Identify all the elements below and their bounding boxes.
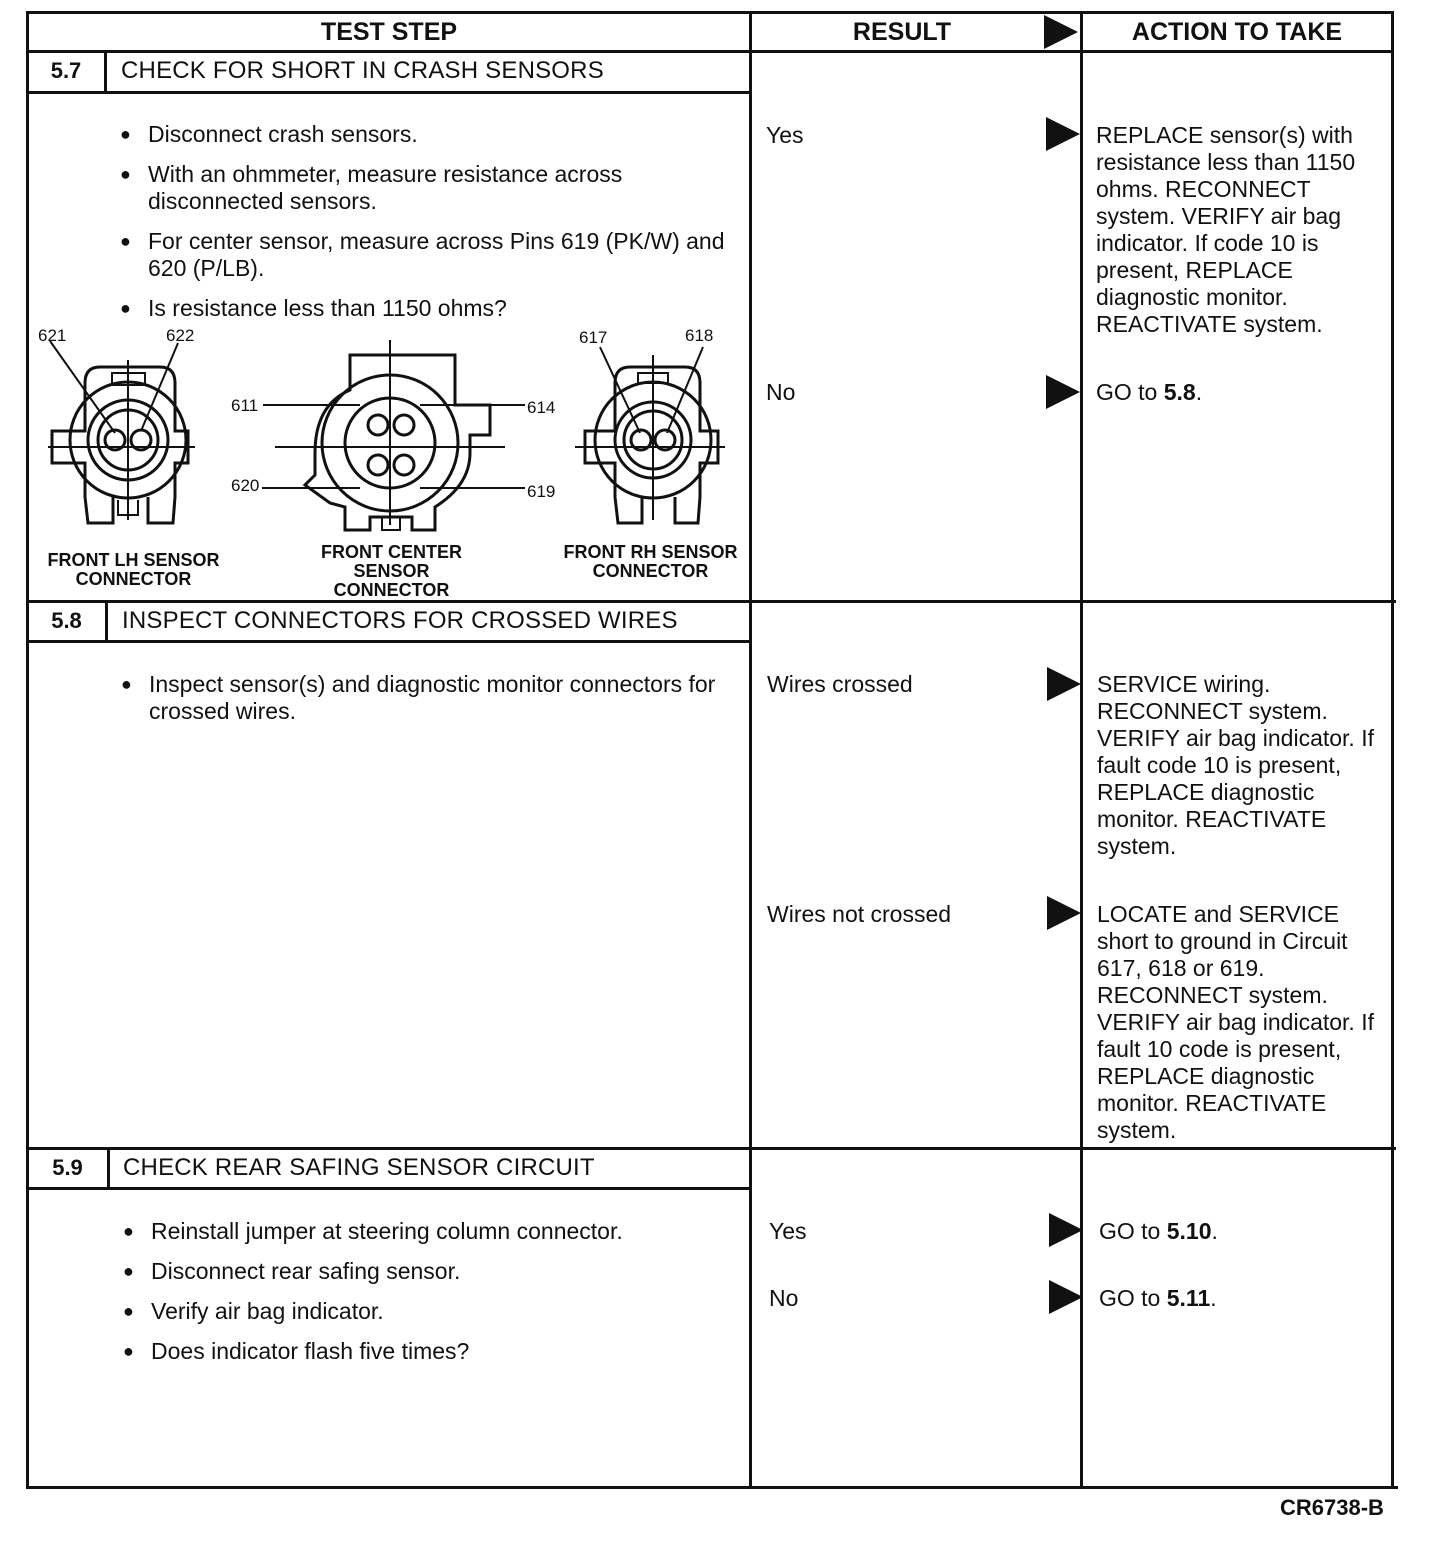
action-text: LOCATE and SERVICE short to ground in Circuit 617, 618 or 619. RECONNECT system. VERIFY air bag indicator. If fault 10 code is present, REPLACE diagnostic monitor. REACTIVATE system. [1097,901,1374,1143]
action-goto-suffix: . [1195,379,1203,405]
bullet-item: ● Reinstall jumper at steering column connector. [123,1218,743,1245]
action-goto-step: 5.8 [1163,379,1196,405]
step-5-9-bullets [123,1218,743,1378]
pin-label: 620 [231,476,260,495]
pin-label: 622 [166,326,195,345]
result-arrow-icon [1047,667,1081,701]
step-5-9-title-underline [26,1187,752,1190]
row-divider-5-8 [26,600,1396,603]
column-divider-action [1080,11,1083,1489]
pin-label: 619 [527,482,556,501]
header-test-step: TEST STEP [320,18,458,46]
pin-label: 621 [38,326,67,345]
step-number: 5.9 [52,1155,83,1180]
result-label: Yes [769,1218,807,1244]
step-5-9-number-divider [107,1149,110,1189]
front-lh-connector-drawing [52,367,188,523]
action-goto-step: 5.10 [1166,1218,1212,1244]
action-goto-suffix: . [1210,1285,1217,1311]
result-arrow-icon [1049,1213,1083,1247]
action-text: SERVICE wiring. RECONNECT system. VERIFY air bag indicator. If fault code 10 is present, REPLACE diagnostic monitor. REACTIVATE system. [1097,671,1374,859]
table-right-border [1391,11,1394,1489]
action-goto-prefix: GO to [1099,1285,1167,1311]
header-result: RESULT [852,18,952,46]
front-center-connector-drawing [305,355,490,530]
result-arrow-icon [1046,117,1080,151]
action-goto [1096,379,1386,406]
step-5-7-number-divider [104,52,107,92]
bullet-item: ● Disconnect rear safing sensor. [123,1258,743,1285]
result-label: No [766,379,796,405]
result-label: Yes [766,122,804,148]
action-goto [1099,1218,1389,1245]
bullet-item: ● Verify air bag indicator. [123,1298,743,1325]
result-arrow-icon [1046,375,1080,409]
bullet-item: ● Disconnect crash sensors. [120,121,740,148]
step-5-7-bullets [120,121,740,335]
table-bottom-border [28,1486,1398,1489]
figure-label-front-lh: FRONT LH SENSOR CONNECTOR [47,550,220,589]
bullet-item: ● Inspect sensor(s) and diagnostic monitor connectors for crossed wires. [121,671,741,725]
result-arrow-icon [1047,896,1081,930]
step-title: CHECK FOR SHORT IN CRASH SENSORS [121,57,604,84]
pin-label: 611 [231,396,259,415]
result-label: No [769,1285,799,1311]
action-goto [1099,1285,1389,1312]
pin-label: 617 [579,328,608,347]
figure-label-front-rh: FRONT RH SENSOR CONNECTOR [563,542,738,581]
column-divider-result [749,11,752,1489]
step-5-7-title-underline [26,91,752,94]
pin-label: 614 [527,398,556,417]
action-text: REPLACE sensor(s) with resistance less than 1150 ohms. RECONNECT system. VERIFY air bag indicator. If code 10 is present, REPLACE diagnostic monitor. REACTIVATE system. [1096,122,1356,337]
action-goto-suffix: . [1211,1218,1218,1244]
figure-label-front-center: FRONT CENTER SENSOR CONNECTOR [321,542,462,600]
step-5-8-title-underline [26,640,752,643]
result-arrow-icon [1049,1280,1083,1314]
row-divider-5-9 [26,1147,1396,1150]
step-title: INSPECT CONNECTORS FOR CROSSED WIRES [122,607,678,634]
step-number: 5.8 [51,608,82,633]
figure-reference-code: CR6738-B [1280,1495,1384,1520]
action-goto-step: 5.11 [1166,1285,1211,1311]
bullet-item: ● Is resistance less than 1150 ohms? [120,295,740,322]
bullet-item: ● For center sensor, measure across Pins 619 (PK/W) and 620 (P/LB). [120,228,740,282]
header-action: ACTION TO TAKE [1131,18,1343,46]
step-title: CHECK REAR SAFING SENSOR CIRCUIT [123,1154,595,1181]
table-left-border [26,11,29,1489]
bullet-item: ● With an ohmmeter, measure resistance across disconnected sensors. [120,161,740,215]
step-number: 5.7 [50,58,82,83]
result-label: Wires not crossed [767,901,952,927]
action-goto-prefix: GO to [1099,1218,1167,1244]
step-5-8-number-divider [105,602,108,642]
pin-label: 618 [685,326,714,345]
header-arrow-icon [1044,15,1078,49]
result-label: Wires crossed [767,671,913,697]
bullet-item: ● Does indicator flash five times? [123,1338,743,1365]
front-rh-connector-drawing [585,367,718,523]
action-goto-prefix: GO to [1096,379,1164,405]
step-5-8-bullets [121,671,741,738]
